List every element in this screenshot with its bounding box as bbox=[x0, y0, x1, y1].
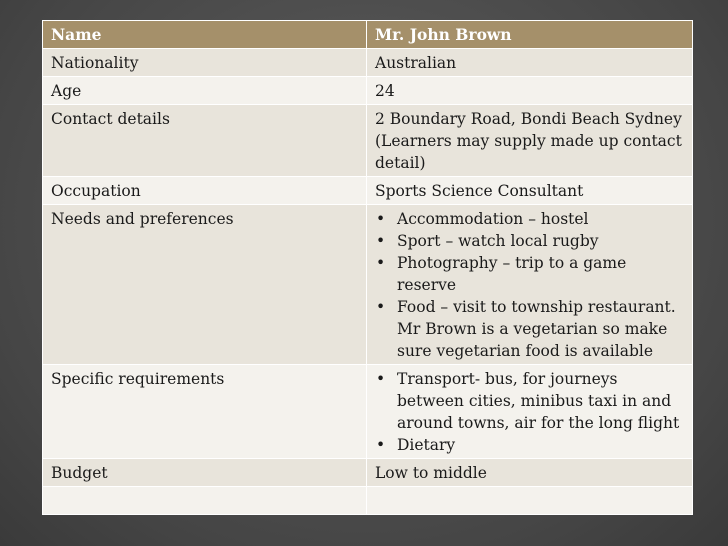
list-item: • Dietary bbox=[375, 434, 684, 456]
table-header-row bbox=[43, 21, 693, 49]
table-row-budget bbox=[43, 459, 693, 487]
list-item: • Accommodation – hostel bbox=[375, 208, 684, 230]
row-label: Occupation bbox=[43, 177, 367, 205]
row-value bbox=[367, 365, 693, 459]
row-label: Age bbox=[43, 77, 367, 105]
table-row-nationality bbox=[43, 49, 693, 77]
row-label: Nationality bbox=[43, 49, 367, 77]
row-value: Australian bbox=[367, 49, 693, 77]
row-label: Specific requirements bbox=[43, 365, 367, 459]
row-label bbox=[43, 487, 367, 515]
row-value bbox=[367, 487, 693, 515]
row-value: 2 Boundary Road, Bondi Beach Sydney (Learners may supply made up contact detail) bbox=[367, 105, 693, 177]
list-item: • Sport – watch local rugby bbox=[375, 230, 684, 252]
row-value: Low to middle bbox=[367, 459, 693, 487]
list-item: • Food – visit to township restaurant. Mr Brown is a vegetarian so make sure vegetarian food is available bbox=[375, 296, 684, 362]
requirements-list bbox=[375, 368, 684, 456]
table-row-needs-and-preferences bbox=[43, 205, 693, 365]
row-label: Budget bbox=[43, 459, 367, 487]
list-item: • Transport- bus, for journeys between cities, minibus taxi in and around towns, air for the long flight bbox=[375, 368, 684, 434]
header-label-cell: Name bbox=[43, 21, 367, 49]
table-row-cut-off bbox=[43, 487, 693, 515]
row-value: 24 bbox=[367, 77, 693, 105]
table-row-age bbox=[43, 77, 693, 105]
needs-list bbox=[375, 208, 684, 362]
client-profile-table bbox=[42, 20, 693, 515]
list-item: • Photography – trip to a game reserve bbox=[375, 252, 684, 296]
table-row-specific-requirements bbox=[43, 365, 693, 459]
row-label: Needs and preferences bbox=[43, 205, 367, 365]
row-label: Contact details bbox=[43, 105, 367, 177]
table-row-occupation bbox=[43, 177, 693, 205]
row-value: Sports Science Consultant bbox=[367, 177, 693, 205]
table-row-contact-details bbox=[43, 105, 693, 177]
row-value bbox=[367, 205, 693, 365]
header-value-cell: Mr. John Brown bbox=[367, 21, 693, 49]
